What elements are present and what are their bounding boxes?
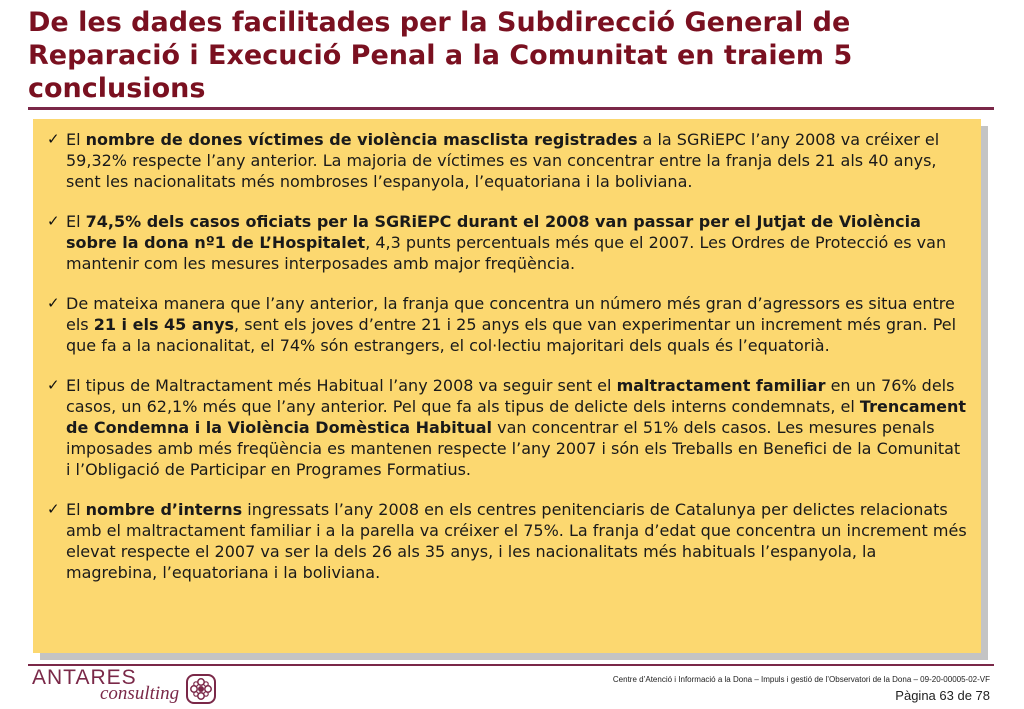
- check-icon: ✓: [47, 500, 60, 518]
- check-icon: ✓: [47, 130, 60, 148]
- bullet-item-1: [47, 129, 967, 192]
- logo-name: ANTARES: [32, 666, 137, 689]
- bullet-text: [66, 500, 967, 582]
- bullet-item-2: [47, 211, 967, 274]
- footer-text: Centre d’Atenció i Informació a la Dona – Impuls i gestió de l’Observatori de la Dona – 09-20-00005-02-VF: [612, 675, 990, 684]
- bullet-regular-text: El: [66, 130, 86, 149]
- page-number: Pàgina 63 de 78: [895, 688, 990, 703]
- check-icon: ✓: [47, 294, 60, 312]
- bullet-regular-text: a la SGRiEPC l’any 2008 va créixer el 59,32% respecte l’any anterior. La majoria de víctimes es van concentrar entre la franja dels 21 als 40 anys, sent les nacionalitats més nombroses l’espanyola, l’equatoriana i la boliviana.: [66, 130, 940, 191]
- bullet-regular-text: El: [66, 500, 86, 519]
- bullet-regular-text: , 4,3 punts percentuals més que el 2007. Les Ordres de Protecció es van mantenir com les mesures interposades amb major freqüència.: [66, 233, 947, 273]
- bullet-regular-text: De mateixa manera que l’any anterior, la franja que concentra un número més gran d’agressors es situa entre els: [66, 294, 955, 334]
- bullet-text: [66, 212, 946, 273]
- bullet-bold-text: Trencament de Condemna i la Violència Domèstica Habitual: [66, 397, 967, 437]
- bullet-regular-text: en un 76% dels casos, un 62,1% més que l’any anterior. Pel que fa als tipus de delicte dels interns condemnats, el: [66, 376, 955, 416]
- bullet-item-3: [47, 293, 967, 356]
- footer-divider: [28, 664, 994, 666]
- check-icon: ✓: [47, 212, 60, 230]
- bullet-regular-text: El: [66, 212, 86, 231]
- bullet-bold-text: 21 i els 45 anys: [93, 315, 235, 334]
- conclusions-box: [33, 119, 981, 653]
- bullet-item-4: [47, 375, 967, 480]
- bullet-regular-text: , sent els joves d’entre 21 i 25 anys els que van experimentar un increment més gran. Pel que fa a la nacionalitat, el 74% són estrangers, el col·lectiu majoritari dels quals és l’equatorià.: [66, 315, 957, 355]
- bullet-regular-text: El tipus de Maltractament més Habitual l’any 2008 va seguir sent el: [66, 376, 617, 395]
- bullet-regular-text: ingressats l’any 2008 en els centres penitenciaris de Catalunya per delictes relacionats amb el maltractament familiar i a la parella va créixer el 75%. La franja d’edat que concentra un increment més elevat respecte el 2007 va ser la dels 26 als 35 anys, i les nacionalitats més habituals l’espanyola, la magrebina, l’equatoriana i la boliviana.: [66, 500, 967, 582]
- bullet-bold-text: 74,5% dels casos oficiats per la SGRiEPC durant el 2008 van passar per el Jutjat de Violència sobre la dona nº1 de L’Hospitalet: [66, 212, 921, 252]
- bullet-bold-text: maltractament familiar: [616, 376, 826, 395]
- flower-logo-icon: [186, 674, 216, 704]
- check-icon: ✓: [47, 376, 60, 394]
- title-divider: [28, 107, 994, 110]
- bullet-bold-text: nombre de dones víctimes de violència masclista registrades: [85, 130, 638, 149]
- bullet-text: [66, 376, 966, 479]
- bullet-text: [66, 130, 939, 191]
- bullet-regular-text: van concentrar el 51% dels casos. Les mesures penals imposades amb més freqüència es mantenen respecte l’any 2007 i són els Treballs en Benefici de la Comunitat i l’Obligació de Participar en Programes Formatius.: [66, 418, 961, 479]
- bullet-bold-text: nombre d’interns: [85, 500, 243, 519]
- logo-subtitle: consulting: [100, 683, 180, 704]
- bullet-item-5: [47, 499, 967, 583]
- bullet-text: [66, 294, 956, 355]
- page-title: De les dades facilitades per la Subdirecció General de Reparació i Execució Penal a la Comunitat en traiem 5 conclusions: [28, 7, 853, 104]
